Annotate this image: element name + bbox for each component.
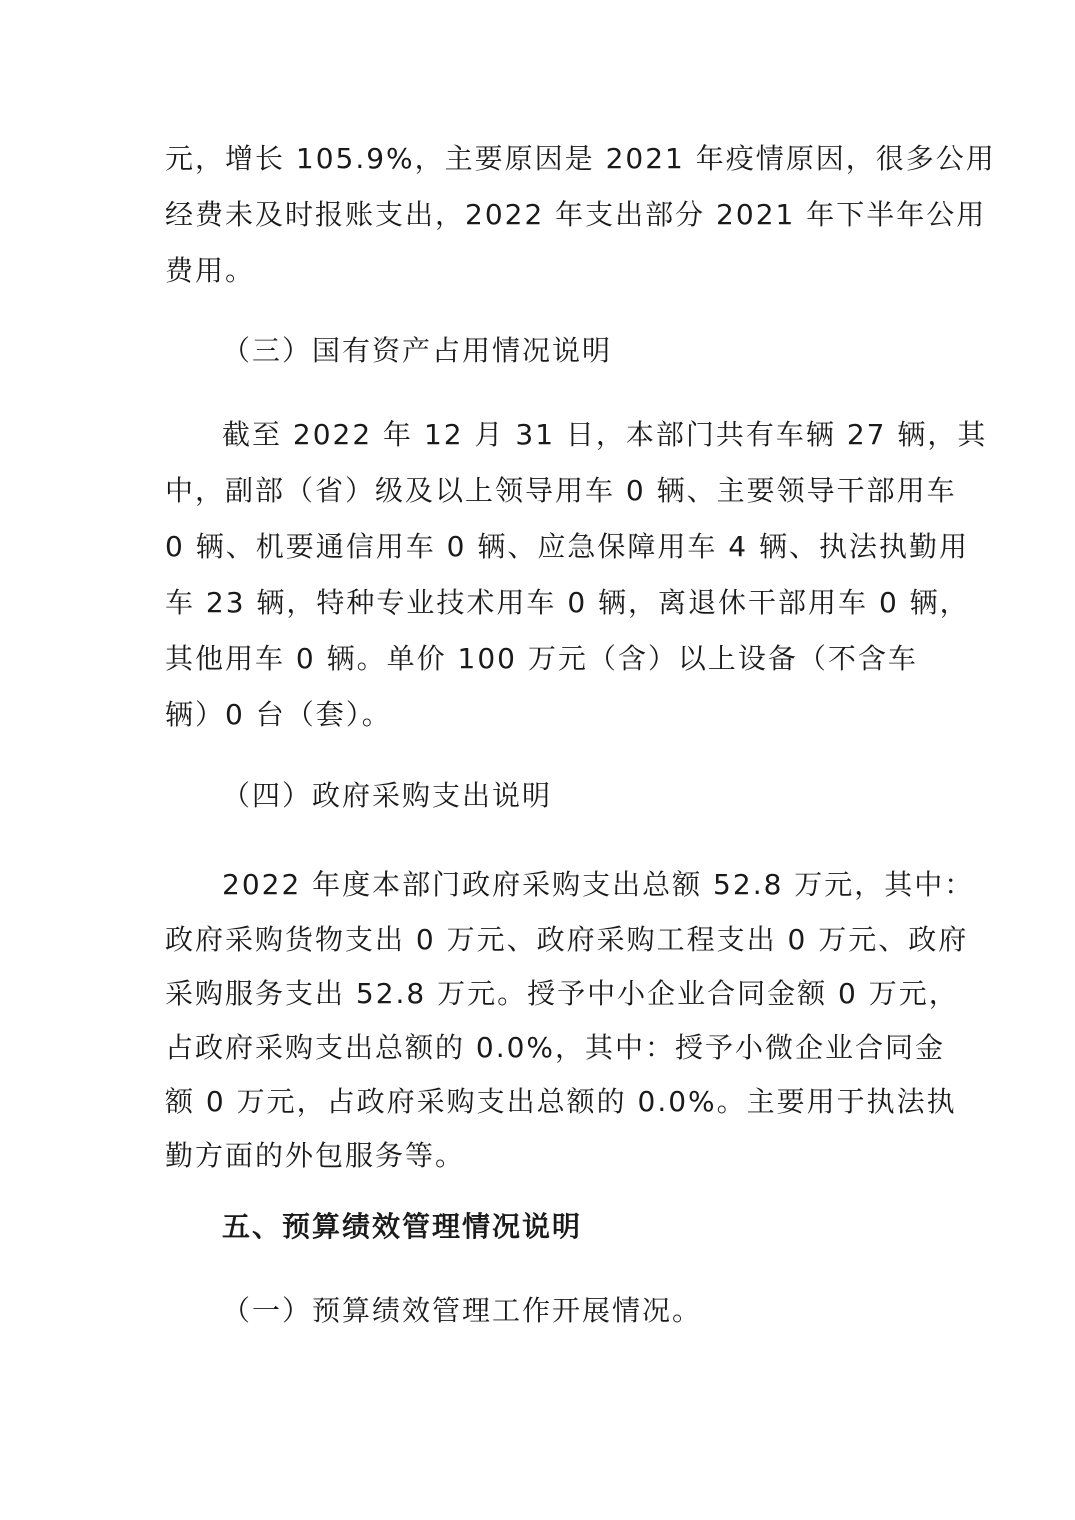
chapter-5-heading: 五、预算绩效管理情况说明 — [222, 1210, 583, 1243]
paragraph-line: 2022 年度本部门政府采购支出总额 52.8 万元，其中： — [222, 868, 975, 901]
paragraph-line: 元，增长 105.9%，主要原因是 2021 年疫情原因，很多公用 — [165, 142, 996, 175]
paragraph-line: 额 0 万元，占政府采购支出总额的 0.0%。主要用于执法执 — [165, 1085, 957, 1118]
section-3-heading: （三）国有资产占用情况说明 — [222, 334, 613, 367]
paragraph-line: 辆）0 台（套）。 — [165, 698, 392, 731]
section-4-heading: （四）政府采购支出说明 — [222, 779, 553, 812]
paragraph-line: 0 辆、机要通信用车 0 辆、应急保障用车 4 辆、执法执勤用 — [165, 530, 969, 563]
paragraph-line: 采购服务支出 52.8 万元。授予中小企业合同金额 0 万元， — [165, 977, 959, 1010]
paragraph-line: 勤方面的外包服务等。 — [165, 1139, 466, 1172]
paragraph-line: 费用。 — [165, 254, 256, 287]
paragraph-line: 中，副部（省）级及以上领导用车 0 辆、主要领导干部用车 — [165, 474, 957, 507]
paragraph-line: 截至 2022 年 12 月 31 日，本部门共有车辆 27 辆，其 — [222, 418, 988, 451]
paragraph-line: 政府采购货物支出 0 万元、政府采购工程支出 0 万元、政府 — [165, 923, 969, 956]
paragraph-line: 其他用车 0 辆。单价 100 万元（含）以上设备（不含车 — [165, 642, 918, 675]
chapter-5-sub-heading: （一）预算绩效管理工作开展情况。 — [222, 1294, 703, 1327]
paragraph-line: 占政府采购支出总额的 0.0%，其中：授予小微企业合同金 — [165, 1031, 946, 1064]
paragraph-line: 经费未及时报账支出，2022 年支出部分 2021 年下半年公用 — [165, 198, 987, 231]
paragraph-line: 车 23 辆，特种专业技术用车 0 辆，离退休干部用车 0 辆， — [165, 586, 970, 619]
